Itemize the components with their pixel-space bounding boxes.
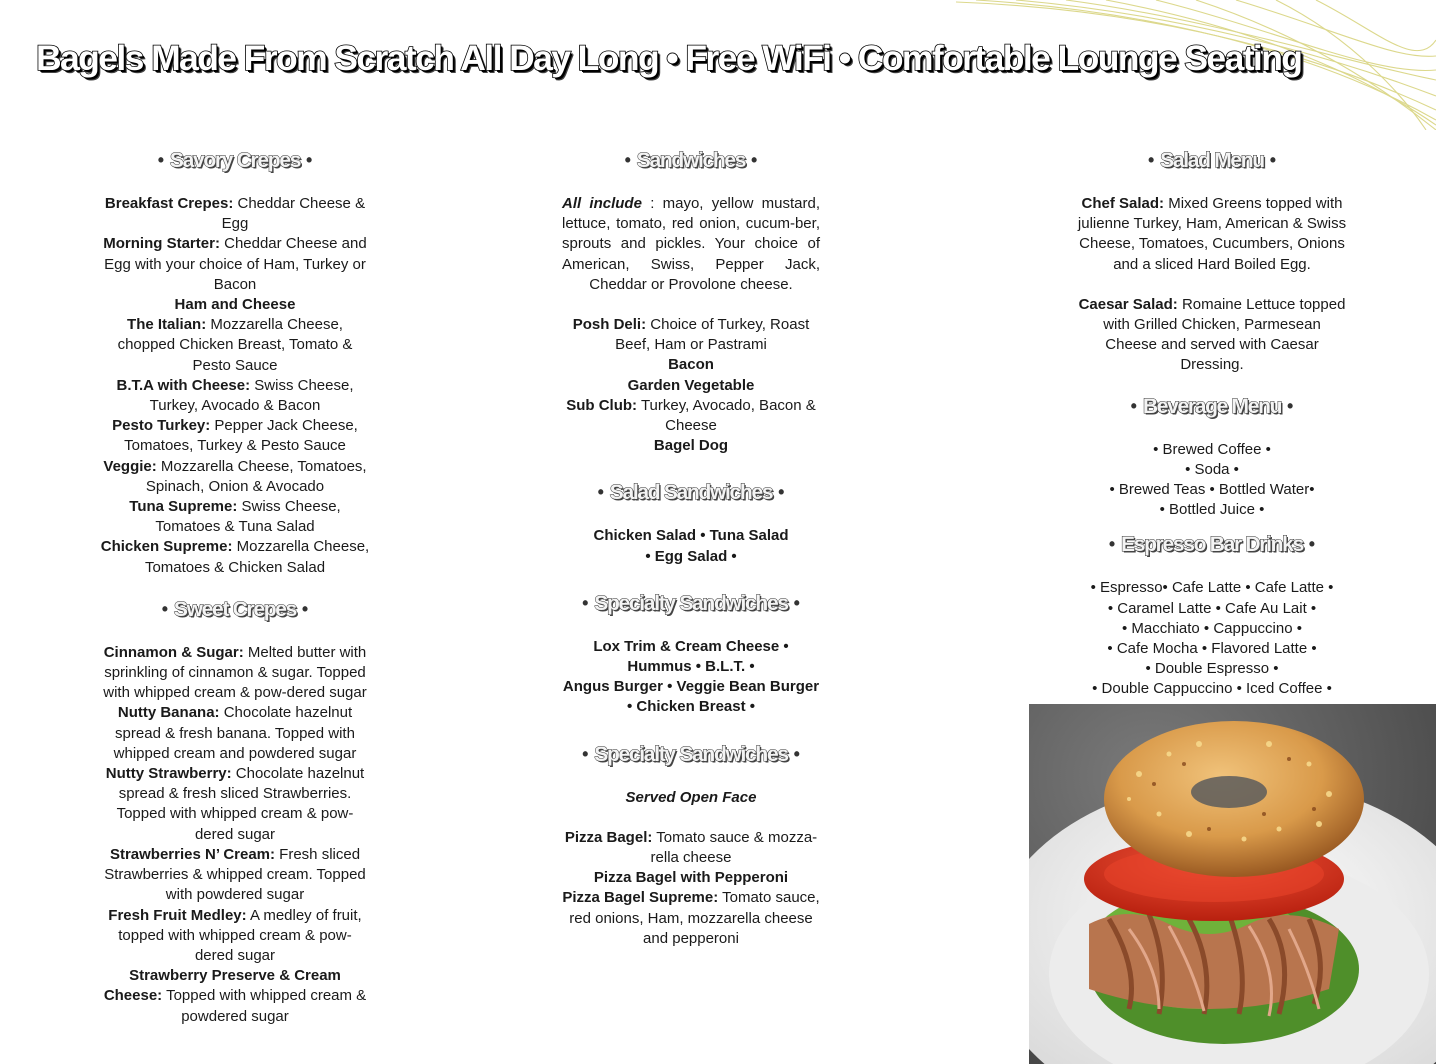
menu-item: Morning Starter: Cheddar Cheese and Egg with your choice of Ham, Turkey or Bacon (103, 235, 367, 293)
espresso-line: • Caramel Latte • Cafe Au Lait • (1107, 599, 1317, 617)
menu-item: Tuna Supreme: Swiss Cheese, Tomatoes & Tuna Salad (129, 498, 341, 536)
section-heading-salad-menu: • Salad Menu • (1147, 149, 1276, 172)
section-heading-sandwiches: • Sandwiches • (624, 149, 758, 172)
beverage-line: • Soda • (1185, 460, 1239, 478)
menu-line: Lox Trim & Cream Cheese • (593, 637, 789, 655)
section-heading-sweet-crepes: • Sweet Crepes • (161, 597, 309, 621)
menu-item: Bagel Dog (653, 437, 729, 455)
menu-item: Pesto Turkey: Pepper Jack Cheese, Tomatoes, Turkey & Pesto Sauce (112, 417, 358, 455)
menu-item: Pizza Bagel: Tomato sauce & mozza-rella cheese (564, 828, 818, 867)
bagel-sandwich-photo (1029, 704, 1436, 1064)
menu-item: Bacon (668, 356, 714, 374)
menu-item: Breakfast Crepes: Cheddar Cheese & Egg (104, 195, 366, 233)
section-heading-savory-crepes: • Savory Crepes • (157, 149, 313, 172)
section-title: Salad Sandwiches (609, 481, 773, 505)
menu-item-caesar-salad: Caesar Salad: Romaine Lettuce topped with Grilled Chicken, Parmesean Cheese and served with Caesar Dressing. (1078, 295, 1346, 374)
menu-line: • Chicken Breast • (626, 698, 756, 716)
section-title: Sandwiches (636, 149, 746, 172)
espresso-line: • Cafe Mocha • Flavored Latte • (1107, 640, 1317, 658)
menu-item: Pizza Bagel with Pepperoni (593, 869, 789, 887)
menu-item: Nutty Strawberry: Chocolate hazelnut spread & fresh sliced Strawberries. Topped with whipped cream & pow-dered sugar (105, 765, 365, 843)
section-title: Beverage Menu (1142, 394, 1282, 418)
banner-headline: Bagels Made From Scratch All Day Long • Free WiFi • Comfortable Lounge Seating (36, 38, 1302, 78)
column-crepes (100, 146, 370, 1027)
served-open-face-note: Served Open Face (625, 788, 757, 806)
salad-sandwiches-line: • Egg Salad • (645, 547, 737, 565)
section-title: Savory Crepes (169, 149, 301, 172)
menu-item: Pizza Bagel Supreme: Tomato sauce, red onions, Ham, mozzarella cheese and pepperoni (562, 889, 820, 947)
beverage-line: • Brewed Teas • Bottled Water• (1109, 481, 1315, 499)
section-title: Salad Menu (1160, 149, 1264, 172)
section-title: Specialty Sandwiches (594, 742, 788, 766)
menu-item: Strawberry Preserve & Cream Cheese: Topped with whipped cream & powdered sugar (103, 967, 367, 1025)
section-heading-espresso-bar: • Espresso Bar Drinks • (1108, 533, 1316, 557)
menu-item: The Italian: Mozzarella Cheese, chopped Chicken Breast, Tomato & Pesto Sauce (117, 316, 353, 374)
sandwiches-list (556, 315, 826, 456)
menu-item-chef-salad: Chef Salad: Mixed Greens topped with julienne Turkey, Ham, American & Swiss Cheese, Tomatoes, Cucumbers, Onions and a sliced Hard Boiled Egg. (1077, 195, 1347, 273)
open-face-sandwiches-list (556, 828, 826, 949)
menu-item: B.T.A with Cheese: Swiss Cheese, Turkey, Avocado & Bacon (116, 376, 354, 415)
column-sandwiches (556, 146, 826, 949)
specialty-sandwiches-list (556, 637, 826, 718)
salad-sandwiches-line: Chicken Salad • Tuna Salad (593, 527, 789, 545)
menu-item: Nutty Banana: Chocolate hazelnut spread & fresh banana. Topped with whipped cream and powdered sugar (113, 704, 357, 762)
sandwiches-intro: All include : mayo, yellow mustard, lettuce, tomato, red onion, cucum-ber, sprouts and pickles. Your choice of American, Swiss, Pepper Jack, Cheddar or Provolone cheese. (562, 195, 821, 293)
section-title: Sweet Crepes (173, 597, 297, 621)
savory-crepes-list (100, 194, 370, 578)
menu-item: Posh Deli: Choice of Turkey, Roast Beef, Ham or Pastrami (572, 316, 810, 354)
espresso-line: • Double Espresso • (1145, 660, 1279, 678)
espresso-line: • Double Cappuccino • Iced Coffee • (1092, 680, 1332, 698)
column-salads-beverages (1076, 146, 1348, 700)
espresso-list (1076, 578, 1348, 699)
beverage-line: • Bottled Juice • (1159, 501, 1265, 519)
sweet-crepes-list (100, 643, 370, 1027)
menu-item: Strawberries N’ Cream: Fresh sliced Strawberries & whipped cream. Topped with powdered sugar (104, 845, 366, 904)
menu-item: Garden Vegetable (627, 376, 755, 394)
section-title: Espresso Bar Drinks (1121, 533, 1303, 557)
menu-item: Veggie: Mozzarella Cheese, Tomatoes, Spinach, Onion & Avocado (103, 457, 367, 495)
section-heading-specialty-open-face: • Specialty Sandwiches • (582, 742, 800, 766)
menu-line: Hummus • B.L.T. • (627, 658, 755, 676)
menu-line: Angus Burger • Veggie Bean Burger (562, 678, 820, 696)
section-heading-beverage-menu: • Beverage Menu • (1130, 394, 1294, 418)
espresso-line: • Espresso• Cafe Latte • Cafe Latte • (1090, 579, 1334, 597)
menu-item: Fresh Fruit Medley: A medley of fruit, topped with whipped cream & pow-dered sugar (108, 906, 362, 964)
beverage-line: • Brewed Coffee • (1153, 440, 1271, 458)
menu-item: Cinnamon & Sugar: Melted butter with sprinkling of cinnamon & sugar. Topped with whipped cream & pow-dered sugar (103, 643, 367, 702)
menu-item: Ham and Cheese (174, 296, 296, 314)
menu-item: Sub Club: Turkey, Avocado, Bacon & Cheese (566, 396, 816, 435)
section-heading-specialty-sandwiches: • Specialty Sandwiches • (582, 591, 800, 615)
section-title: Specialty Sandwiches (594, 591, 788, 615)
beverage-list (1076, 440, 1348, 521)
section-heading-salad-sandwiches: • Salad Sandwiches • (597, 481, 785, 505)
espresso-line: • Macchiato • Cappuccino • (1121, 619, 1302, 637)
menu-item: Chicken Supreme: Mozzarella Cheese, Tomatoes & Chicken Salad (100, 538, 370, 576)
